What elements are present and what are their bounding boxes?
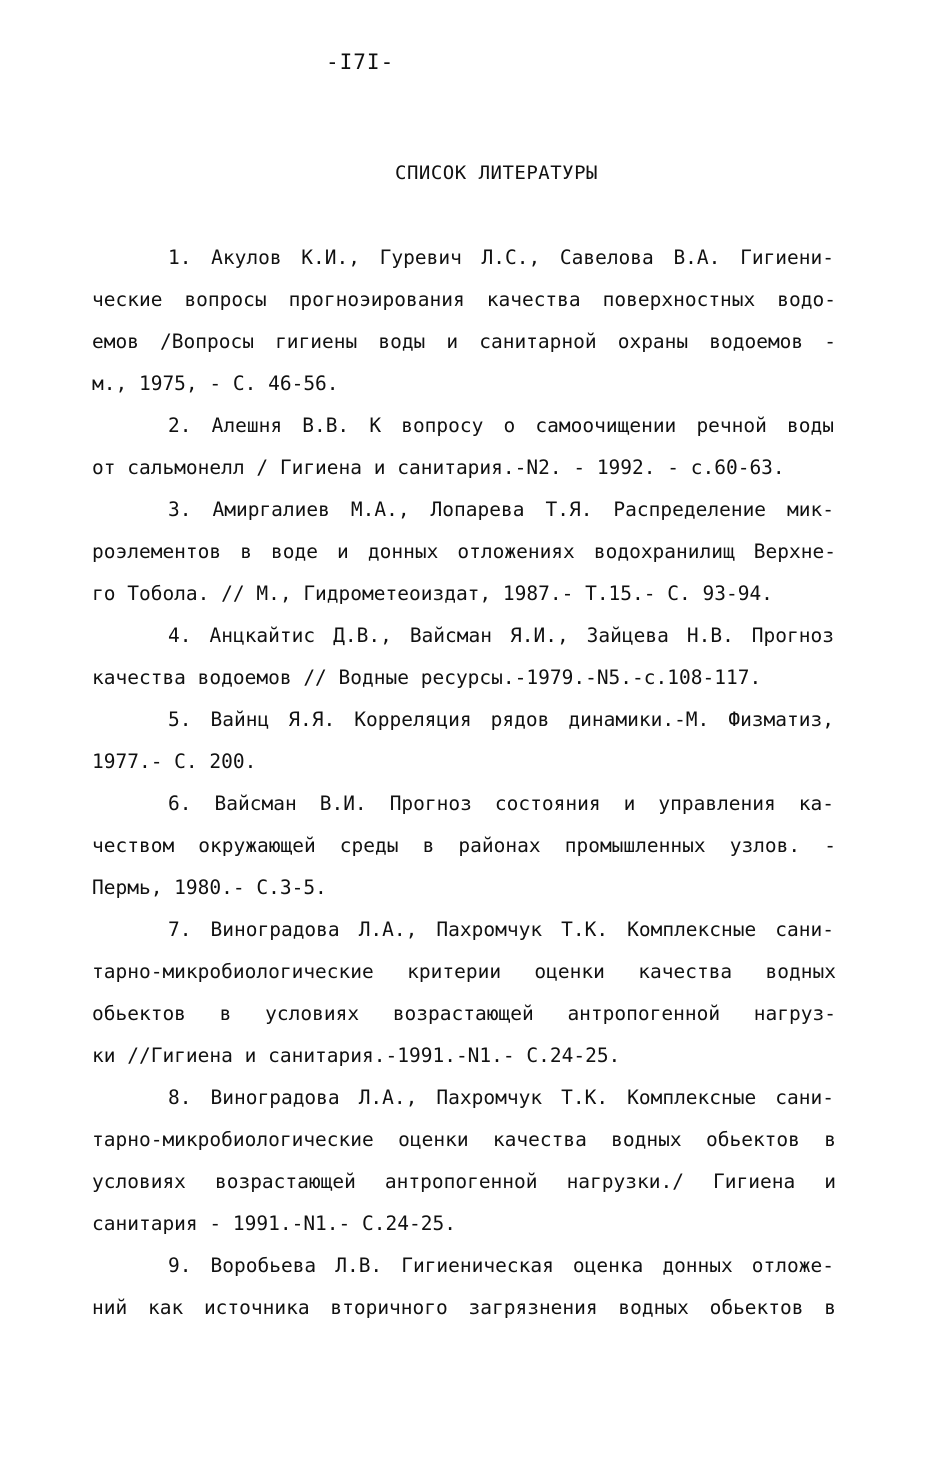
reference-line: тарно-микробиологические оценки качества водных обьектов в: [92, 1128, 836, 1151]
reference-line: 1977.- С. 200.: [92, 750, 257, 773]
reference-line: емов /Вопросы гигиены воды и санитарной охраны водоемов -: [92, 330, 836, 353]
reference-line: тарно-микробиологические критерии оценки качества водных: [92, 960, 836, 983]
page-number: -I7I-: [326, 50, 395, 74]
reference-line: м., 1975, - С. 46-56.: [92, 372, 339, 395]
reference-line: го Тобола. // М., Гидрометеоиздат, 1987.- Т.15.- С. 93-94.: [92, 582, 773, 605]
reference-line: ний как источника вторичного загрязнения водных обьектов в: [92, 1296, 836, 1319]
reference-line: 5. Вайнц Я.Я. Корреляция рядов динамики.-М. Физматиз,: [168, 708, 834, 731]
reference-line: 1. Акулов К.И., Гуревич Л.С., Савелова В.А. Гигиени-: [168, 246, 834, 269]
page-title: СПИСОК ЛИТЕРАТУРЫ: [395, 162, 598, 184]
reference-line: от сальмонелл / Гигиена и санитария.-N2. - 1992. - с.60-63.: [92, 456, 785, 479]
reference-line: 4. Анцкайтис Д.В., Вайсман Я.И., Зайцева Н.В. Прогноз: [168, 624, 834, 647]
reference-line: роэлементов в воде и донных отложениях водохранилищ Верхне-: [92, 540, 836, 563]
reference-line: 3. Амиргалиев М.А., Лопарева Т.Я. Распределение мик-: [168, 498, 834, 521]
reference-line: условиях возрастающей антропогенной нагрузки./ Гигиена и: [92, 1170, 836, 1193]
reference-line: чеством окружающей среды в районах промышленных узлов. -: [92, 834, 836, 857]
reference-line: 2. Алешня В.В. К вопросу о самоочищении речной воды: [168, 414, 834, 437]
reference-line: качества водоемов // Водные ресурсы.-1979.-N5.-с.108-117.: [92, 666, 762, 689]
reference-line: обьектов в условиях возрастающей антропогенной нагруз-: [92, 1002, 836, 1025]
reference-line: санитария - 1991.-N1.- С.24-25.: [92, 1212, 456, 1235]
reference-line: 7. Виноградова Л.А., Пахромчук Т.К. Комплексные сани-: [168, 918, 834, 941]
reference-line: 6. Вайсман В.И. Прогноз состояния и управления ка-: [168, 792, 834, 815]
reference-line: Пермь, 1980.- С.3-5.: [92, 876, 327, 899]
reference-line: 9. Воробьева Л.В. Гигиеническая оценка донных отложе-: [168, 1254, 834, 1277]
reference-line: 8. Виноградова Л.А., Пахромчук Т.К. Комплексные сани-: [168, 1086, 834, 1109]
reference-line: ческие вопросы прогноэирования качества поверхностных водо-: [92, 288, 836, 311]
reference-line: ки //Гигиена и санитария.-1991.-N1.- С.24-25.: [92, 1044, 621, 1067]
